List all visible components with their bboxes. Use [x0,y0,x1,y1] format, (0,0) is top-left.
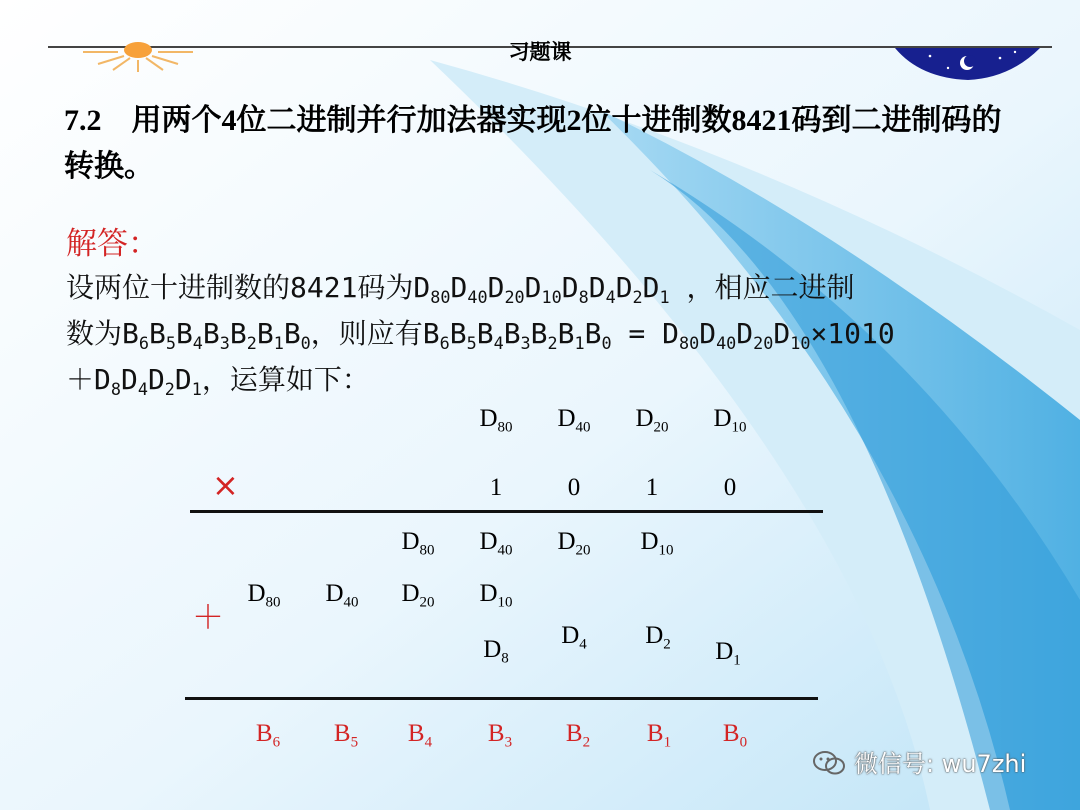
operand-digit: $D_{40}$ [557,405,591,436]
result-bit: $B_3$ [487,720,513,751]
answer-line-2: 数为$B_6B_5B_4B_3B_2B_1B_0$，则应有$B_6B_5B_4B_3B_2B_1B_0 = D_{80}D_{40}D_{20}D_{10}\times 1010$ [66,317,895,353]
result-bit: $B_4$ [407,720,433,751]
addend-digit: $D_4$ [561,622,587,653]
watermark-text: 微信号: wu7zhi [854,750,1027,778]
multiplier-digit: 0 [567,474,581,501]
sum-rule [185,697,818,700]
partial-product-digit: $D_{80}$ [247,580,281,611]
answer-heading: 解答： [66,226,159,262]
result-bit: $B_6$ [255,720,281,751]
multiplier-digit: 1 [645,474,659,501]
partial-product-digit: $D_{10}$ [479,580,513,611]
operand-digit: $D_{10}$ [713,405,747,436]
addend-digit: $D_2$ [645,622,671,653]
partial-product-digit: $D_{20}$ [401,580,435,611]
addend-digit: $D_1$ [715,638,741,669]
partial-product-digit: $D_{40}$ [325,580,359,611]
problem-statement: 7.2 用两个4位二进制并行加法器实现2位十进制数8421码到二进制码的转换。 [64,104,1002,183]
answer-line-3: $+D_8D_4D_2D_1$，运算如下： [66,363,370,399]
addend-digit: $D_8$ [483,636,509,667]
times-operator: × [212,466,239,504]
multiply-rule [190,510,823,513]
plus-operator: ＋ [192,598,225,636]
answer-line-1: 设两位十进制数的8421码为$D_{80}D_{40}D_{20}D_{10}D_8D_4D_2D_1$ ，相应二进制 [66,271,855,307]
partial-product-digit: $D_{10}$ [640,528,674,559]
partial-product-digit: $D_{80}$ [401,528,435,559]
result-bit: $B_2$ [565,720,591,751]
wechat-watermark [812,744,1026,779]
wechat-icon [812,751,846,775]
operand-digit: $D_{80}$ [479,405,513,436]
result-bit: $B_0$ [722,720,748,751]
result-bit: $B_1$ [646,720,672,751]
partial-product-digit: $D_{40}$ [479,528,513,559]
operand-digit: $D_{20}$ [635,405,669,436]
partial-product-digit: $D_{20}$ [557,528,591,559]
multiplier-digit: 1 [489,474,503,501]
slide-header-title: 习题课 [508,40,572,64]
result-bit: $B_5$ [333,720,359,751]
multiplier-digit: 0 [723,474,737,501]
